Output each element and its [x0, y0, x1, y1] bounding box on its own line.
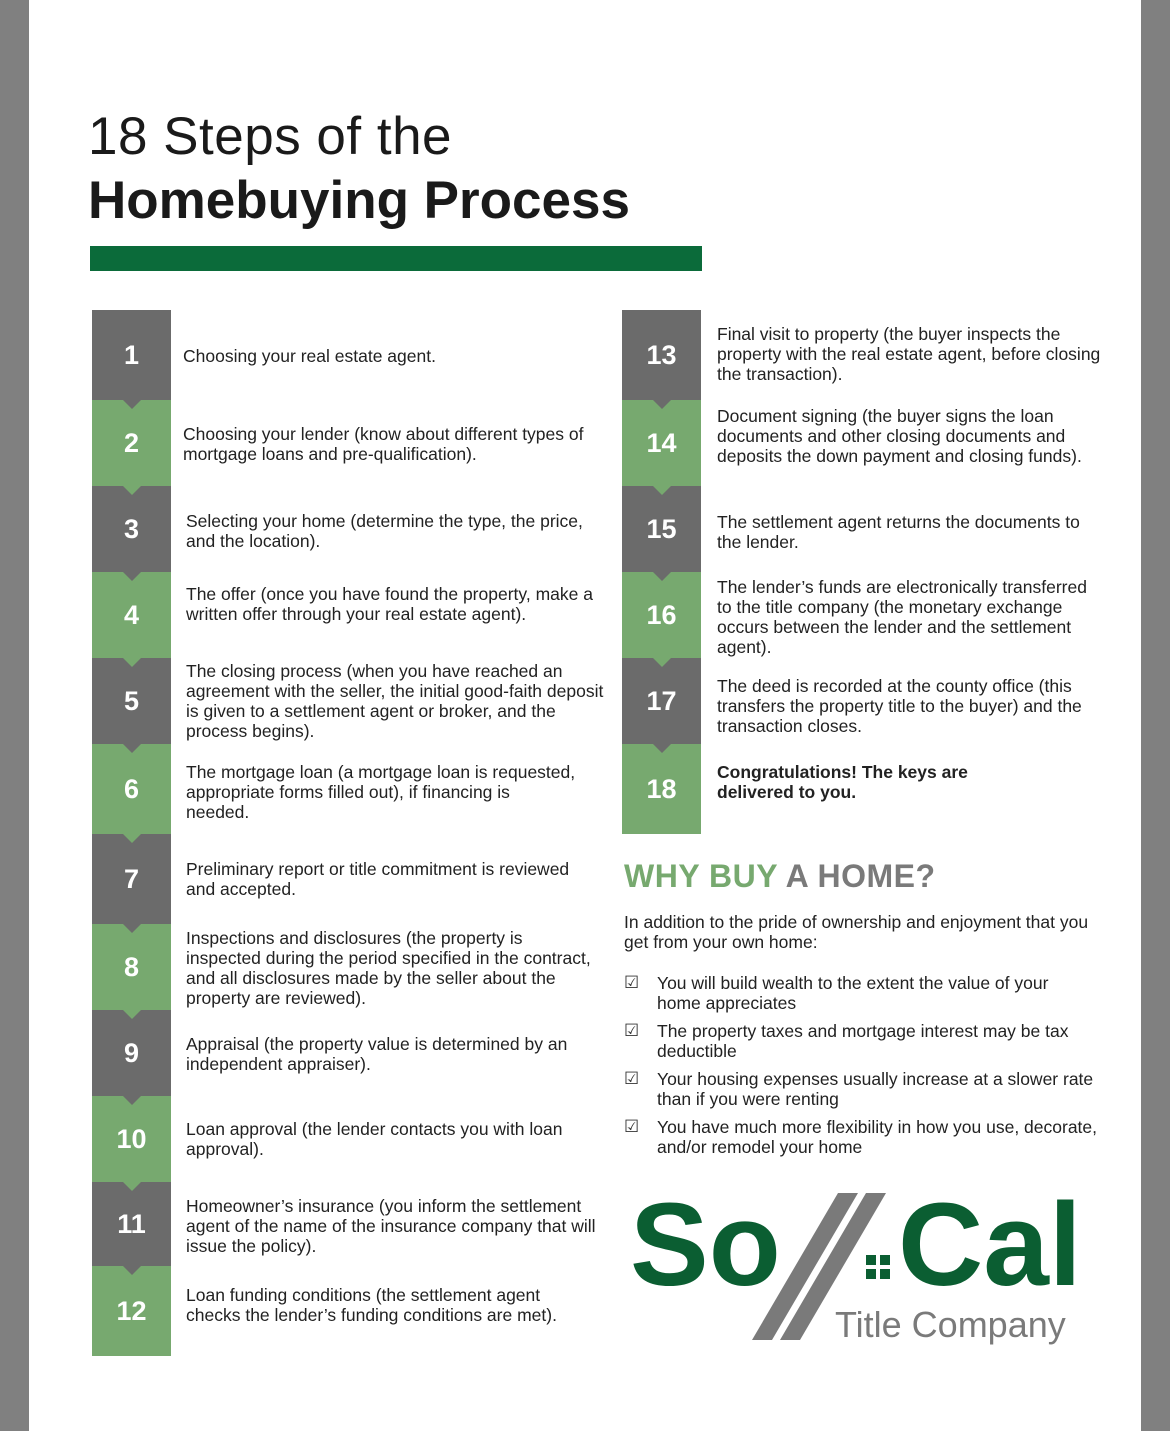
step-text: The mortgage loan (a mortgage loan is requested, appropriate forms filled out), if financing is needed. — [186, 762, 576, 822]
step-number: 6 — [92, 744, 171, 834]
notch-arrow — [653, 400, 671, 409]
step-number: 9 — [92, 1010, 171, 1096]
notch-arrow — [123, 1010, 141, 1019]
notch-arrow — [123, 658, 141, 667]
notch-arrow — [653, 658, 671, 667]
title-line-1: 18 Steps of the — [88, 107, 453, 166]
step-text: Choosing your real estate agent. — [183, 346, 436, 366]
benefit-text: Your housing expenses usually increase at a slower rate than if you were renting — [657, 1069, 1094, 1109]
step-number: 2 — [92, 400, 171, 486]
step-number: 16 — [622, 572, 701, 658]
logo-square — [866, 1255, 876, 1265]
step-text: Loan approval (the lender contacts you with loan approval). — [186, 1119, 563, 1159]
step-text: Homeowner’s insurance (you inform the settlement agent of the name of the insurance company that will issue the policy). — [186, 1196, 596, 1256]
notch-arrow — [653, 572, 671, 581]
step-number: 3 — [92, 486, 171, 572]
title-rule — [90, 246, 702, 271]
step-text: Inspections and disclosures (the property is inspected during the period specified in the contract, and all disclosures made by the seller about the property are reviewed). — [186, 928, 591, 1008]
benefit-text: You have much more flexibility in how you use, decorate, and/or remodel your home — [657, 1117, 1098, 1157]
step-number: 1 — [92, 310, 171, 400]
step-text: Document signing (the buyer signs the loan documents and other closing documents and deposits the down payment and closing funds). — [717, 406, 1082, 466]
step-number: 12 — [92, 1266, 171, 1356]
step-number: 11 — [92, 1182, 171, 1266]
notch-arrow — [653, 744, 671, 753]
why-buy-heading-rest: A HOME? — [777, 858, 936, 894]
step-text: Choosing your lender (know about different types of mortgage loans and pre-qualification). — [183, 424, 584, 464]
step-text: Selecting your home (determine the type, the price, and the location). — [186, 511, 583, 551]
step-text: The closing process (when you have reached an agreement with the seller, the initial good-faith deposit is given to a settlement agent or broker, and the process begins). — [186, 661, 604, 741]
notch-arrow — [123, 486, 141, 495]
notch-arrow — [123, 1266, 141, 1275]
step-text: Loan funding conditions (the settlement agent checks the lender’s funding conditions are met). — [186, 1285, 557, 1325]
step-number: 18 — [622, 744, 701, 834]
why-buy-heading-accent: WHY BUY — [624, 858, 778, 894]
step-number: 15 — [622, 486, 701, 572]
step-text: The deed is recorded at the county office (this transfers the property title to the buyer) and the transaction closes. — [717, 676, 1082, 736]
step-number: 14 — [622, 400, 701, 486]
notch-arrow — [123, 572, 141, 581]
why-buy-heading — [624, 858, 936, 895]
step-text: The lender’s funds are electronically transferred to the title company (the monetary exchange occurs between the lender and the settlement agent). — [717, 577, 1087, 657]
step-text: Congratulations! The keys are delivered to you. — [717, 762, 968, 802]
logo-word-right: Cal — [898, 1179, 1082, 1311]
why-buy-intro: In addition to the pride of ownership and enjoyment that you get from your own home: — [624, 912, 1089, 952]
checkbox-icon: ☑ — [624, 1069, 640, 1088]
logo-square — [866, 1269, 876, 1279]
step-text: Final visit to property (the buyer inspects the property with the real estate agent, before closing the transaction). — [717, 324, 1101, 384]
notch-arrow — [123, 1096, 141, 1105]
benefit-text: You will build wealth to the extent the value of your home appreciates — [657, 973, 1049, 1013]
step-text: The settlement agent returns the documents to the lender. — [717, 512, 1080, 552]
benefit-text: The property taxes and mortgage interest may be tax deductible — [657, 1021, 1069, 1061]
notch-arrow — [653, 486, 671, 495]
step-text: Appraisal (the property value is determined by an independent appraiser). — [186, 1034, 568, 1074]
notch-arrow — [123, 1182, 141, 1191]
checkbox-icon: ☑ — [624, 1021, 640, 1040]
logo-tagline: Title Company — [835, 1304, 1066, 1345]
step-number: 5 — [92, 658, 171, 744]
logo-square — [880, 1255, 890, 1265]
step-number: 17 — [622, 658, 701, 744]
step-number: 8 — [92, 924, 171, 1010]
step-number: 13 — [622, 310, 701, 400]
socal-title-logo — [630, 1175, 1100, 1350]
step-number: 4 — [92, 572, 171, 658]
step-text: The offer (once you have found the property, make a written offer through your real estate agent). — [186, 584, 593, 624]
title-line-2: Homebuying Process — [88, 171, 630, 230]
step-text: Preliminary report or title commitment is reviewed and accepted. — [186, 859, 570, 899]
notch-arrow — [123, 744, 141, 753]
logo-word-left: So — [630, 1179, 781, 1311]
notch-arrow — [123, 834, 141, 843]
step-number: 7 — [92, 834, 171, 924]
checkbox-icon: ☑ — [624, 973, 640, 992]
step-number: 10 — [92, 1096, 171, 1182]
notch-arrow — [123, 400, 141, 409]
logo-square — [880, 1269, 890, 1279]
notch-arrow — [123, 924, 141, 933]
checkbox-icon: ☑ — [624, 1117, 640, 1136]
